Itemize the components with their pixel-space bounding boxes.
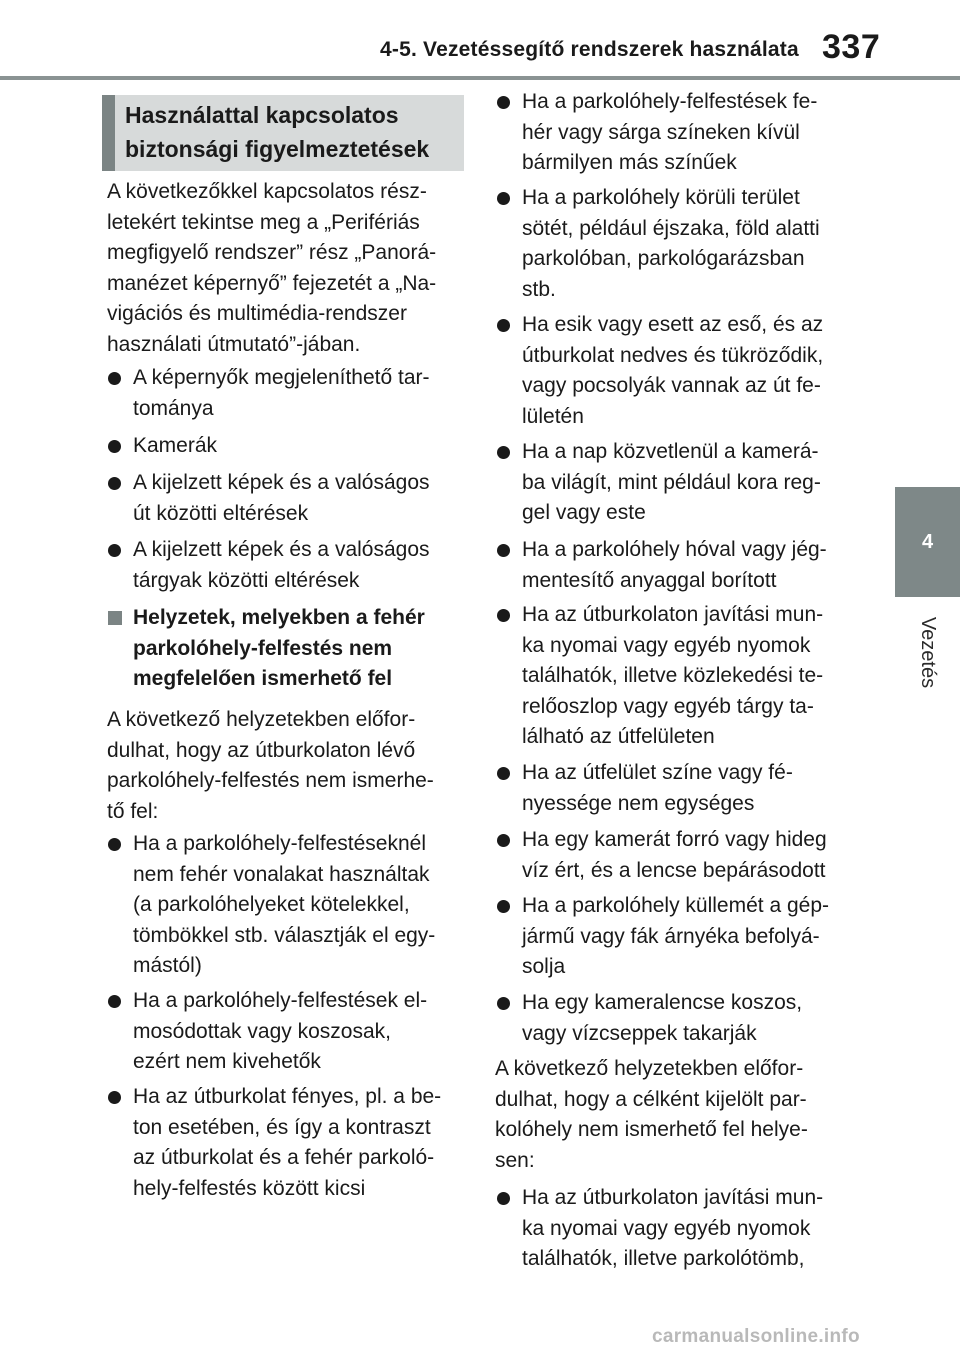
bullet-icon (497, 96, 510, 109)
bullet-icon (497, 767, 510, 780)
bullet-icon (497, 319, 510, 332)
bullet-icon (497, 544, 510, 557)
bullet-icon (108, 440, 121, 453)
bullet-icon (497, 900, 510, 913)
square-bullet-icon (108, 611, 122, 625)
header-title: 4-5. Vezetéssegítő rendszerek használata (380, 38, 799, 61)
bullet-icon (108, 995, 121, 1008)
bullet-icon (108, 544, 121, 557)
chapter-tab: 4 (895, 487, 960, 597)
chapter-label: Vezetés (917, 616, 940, 688)
section-title-line: Használattal kapcsolatos (125, 102, 399, 128)
bullet-icon (108, 1091, 121, 1104)
bullet-icon (497, 1192, 510, 1205)
bullet-icon (108, 838, 121, 851)
bullet-icon (497, 997, 510, 1010)
watermark: carmanualsonline.info (652, 1326, 860, 1347)
section-title-box (102, 95, 464, 171)
header-rule (0, 76, 960, 80)
left-intro-paragraph: A következőkkel kapcsolatos rész- letekért tekintse meg a „Perifériás megfigyelő rendszer” rész „Panorá- manézet képernyő” fejezetét a „Na- vigációs és multimédia-rendszer használati útmutató”-jában. (107, 180, 437, 356)
bullet-icon (108, 372, 121, 385)
bullet-icon (108, 477, 121, 490)
page-number: 337 (822, 28, 881, 66)
section-title-line: biztonsági figyelmeztetések (125, 136, 430, 162)
bullet-icon (497, 834, 510, 847)
left-paragraph: A következő helyzetekben előfor- dulhat, hogy az útburkolaton lévő parkolóhely-felfestés nem ismerhe- tő fel: (107, 708, 434, 823)
bullet-icon (497, 609, 510, 622)
bullet-icon (497, 192, 510, 205)
right-paragraph: A következő helyzetekben előfor- dulhat, hogy a célként kijelölt par- kolóhely nem ismerhető fel helye- sen: (495, 1057, 808, 1172)
bullet-icon (497, 446, 510, 459)
